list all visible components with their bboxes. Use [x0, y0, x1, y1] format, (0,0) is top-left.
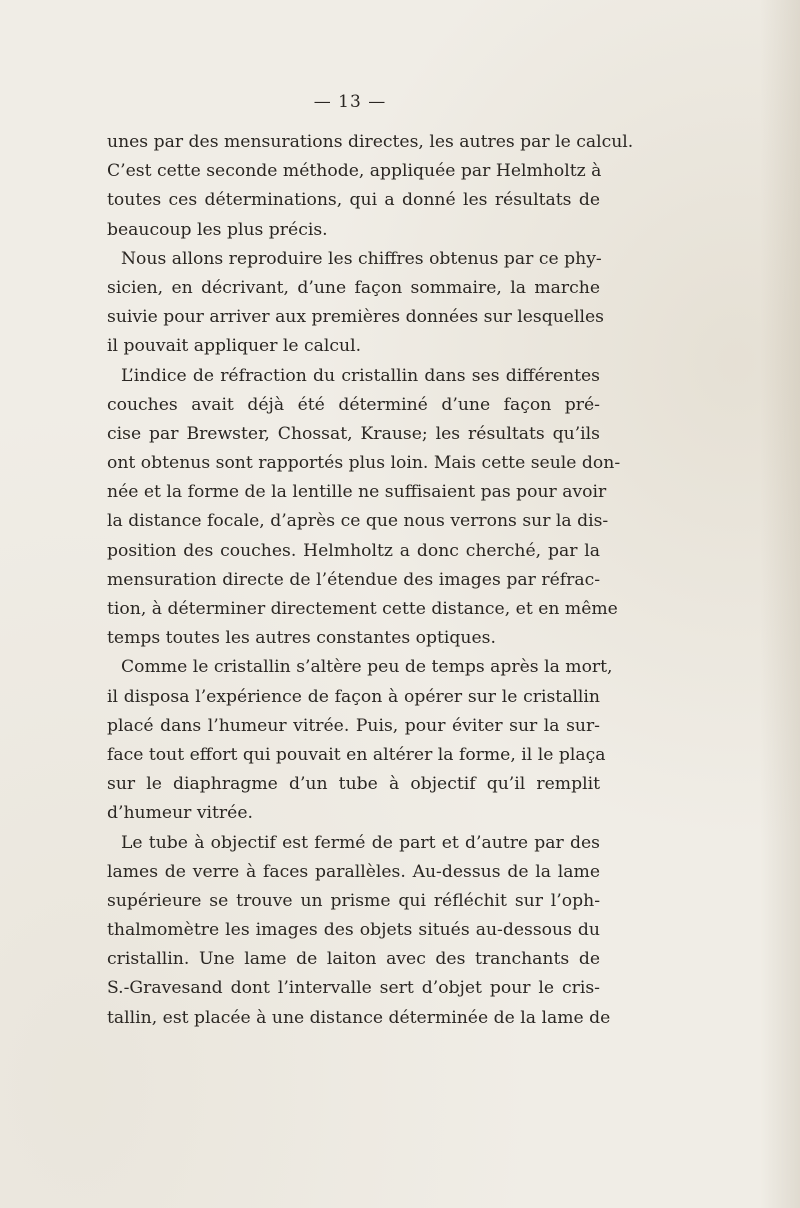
text-line: née et la forme de la lentille ne suffisaient pas pour avoir: [107, 482, 607, 503]
text-line: tallin, est placée à une distance déterminée de la lame de: [107, 1007, 611, 1028]
body-text: [107, 128, 634, 1033]
text-line: beaucoup les plus précis.: [107, 219, 328, 240]
page-number: — 13 —: [313, 92, 387, 112]
paragraph: [107, 829, 611, 1033]
paragraph: [107, 128, 634, 245]
text-line: supérieure se trouve un prisme qui réfléchit sur l’oph-: [107, 890, 600, 911]
text-line: temps toutes les autres constantes optiques.: [107, 628, 496, 649]
text-line: position des couches. Helmholtz a donc cherché, par la: [107, 540, 600, 561]
text-line: cise par Brewster, Chossat, Krause; les résultats qu’ils: [107, 423, 600, 444]
text-line: placé dans l’humeur vitrée. Puis, pour éviter sur la sur-: [107, 715, 600, 736]
text-line: unes par des mensurations directes, les autres par le calcul.: [107, 132, 634, 152]
text-line: face tout effort qui pouvait en altérer la forme, il le plaça: [107, 744, 606, 765]
text-line: la distance focale, d’après ce que nous verrons sur la dis-: [107, 511, 609, 532]
text-line: mensuration directe de l’étendue des images par réfrac-: [107, 569, 600, 590]
text-line: lames de verre à faces parallèles. Au-dessus de la lame: [107, 861, 600, 882]
text-line: S.-Gravesand dont l’intervalle sert d’objet pour le cris-: [107, 978, 600, 999]
text-line: tion, à déterminer directement cette distance, et en même: [107, 599, 618, 619]
text-line: C’est cette seconde méthode, appliquée par Helmholtz à: [107, 161, 602, 182]
text-line: Le tube à objectif est fermé de part et d’autre par des: [121, 832, 600, 853]
text-line: suivie pour arriver aux premières données sur lesquelles: [107, 307, 604, 328]
text-line: thalmomètre les images des objets situés au-dessous du: [107, 920, 600, 941]
page-edge-shadow: [760, 0, 800, 1208]
text-line: toutes ces déterminations, qui a donné les résultats de: [107, 190, 600, 211]
paragraph: [107, 245, 604, 362]
text-line: cristallin. Une lame de laiton avec des tranchants de: [107, 949, 600, 970]
text-line: L’indice de réfraction du cristallin dans ses différentes: [121, 365, 600, 386]
paragraph: [107, 653, 613, 828]
text-line: sicien, en décrivant, d’une façon sommaire, la marche: [107, 277, 600, 298]
text-line: il disposa l’expérience de façon à opérer sur le cristallin: [107, 686, 600, 707]
text-line: d’humeur vitrée.: [107, 803, 253, 824]
text-line: ont obtenus sont rapportés plus loin. Mais cette seule don-: [107, 453, 621, 474]
paragraph: [107, 362, 621, 654]
text-line: sur le diaphragme d’un tube à objectif qu’il remplit: [107, 774, 600, 795]
text-line: Nous allons reproduire les chiffres obtenus par ce phy-: [121, 248, 602, 269]
text-line: couches avait déjà été déterminé d’une façon pré-: [107, 394, 600, 415]
text-line: il pouvait appliquer le calcul.: [107, 336, 362, 357]
text-line: Comme le cristallin s’altère peu de temps après la mort,: [121, 657, 613, 678]
